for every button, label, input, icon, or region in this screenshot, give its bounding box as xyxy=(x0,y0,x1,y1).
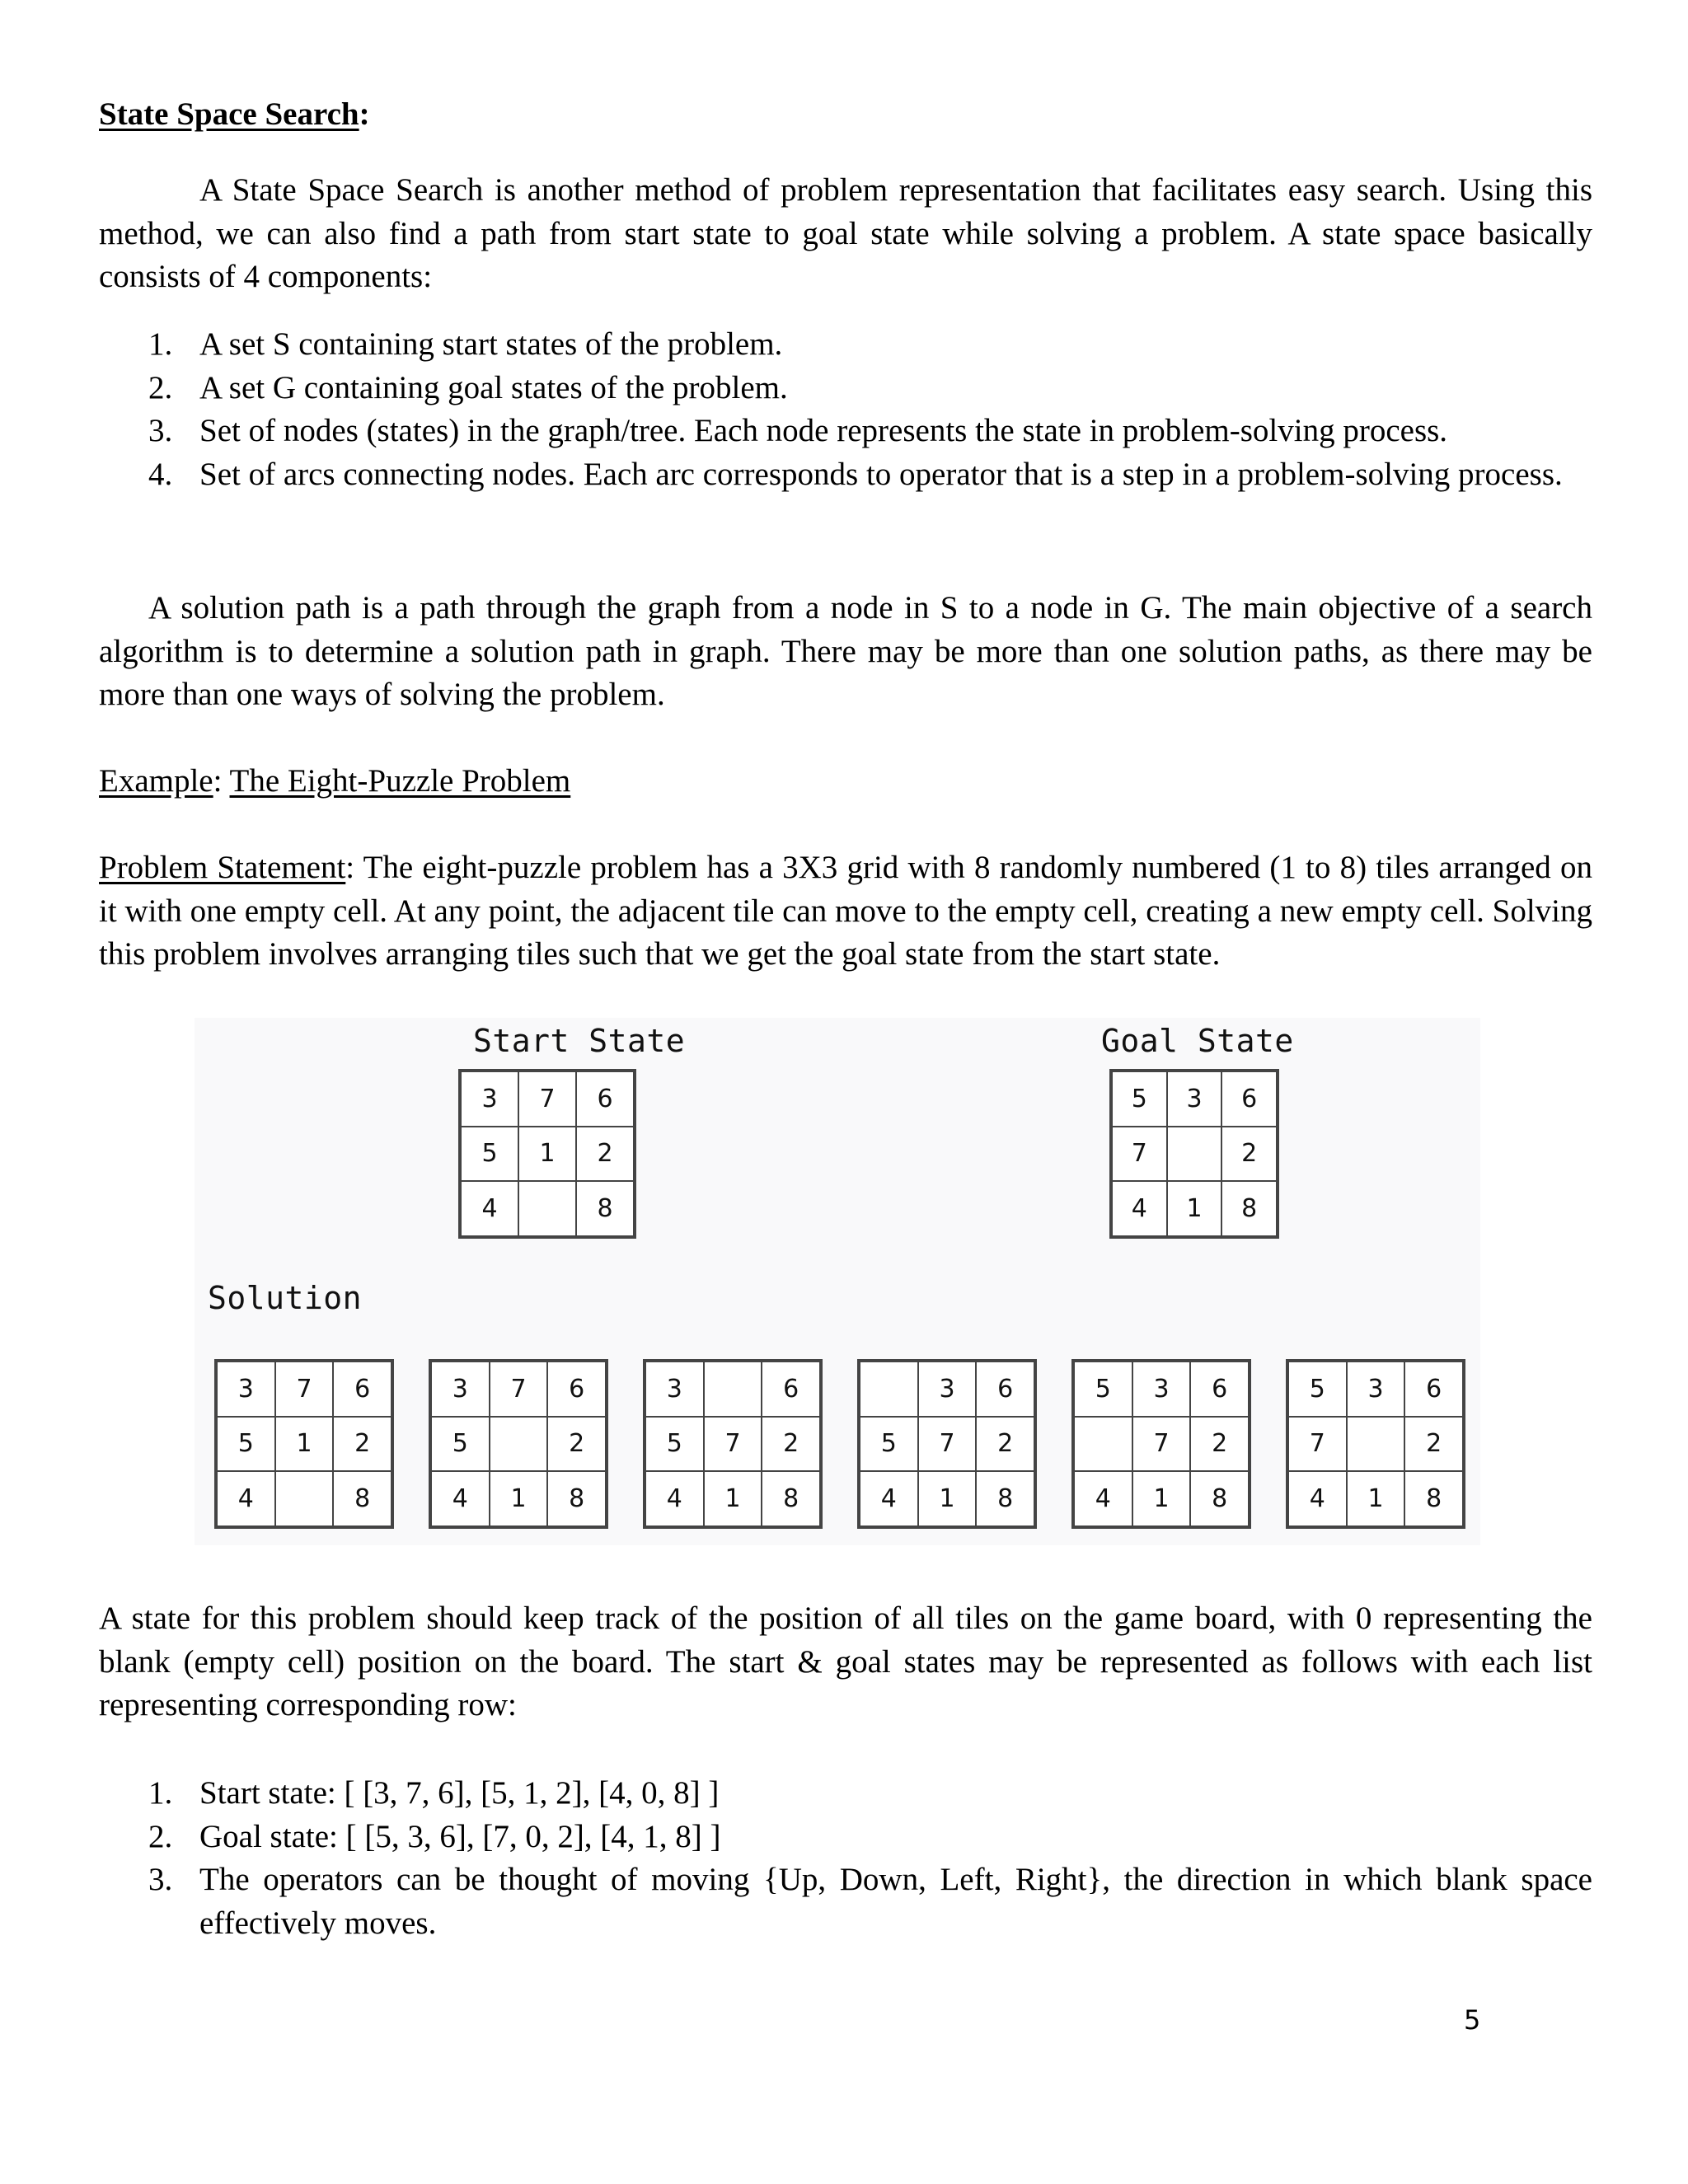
grid-cell xyxy=(1167,1127,1222,1182)
grid-cell: 6 xyxy=(333,1361,392,1417)
solution-step-grid xyxy=(429,1359,608,1529)
grid-cell: 7 xyxy=(490,1361,548,1417)
grid-cell: 4 xyxy=(1288,1471,1347,1526)
grid-cell: 2 xyxy=(547,1417,606,1472)
representation-list xyxy=(99,1772,1592,1945)
start-state-grid xyxy=(458,1069,636,1239)
grid-cell xyxy=(1347,1417,1405,1472)
grid-cell: 5 xyxy=(1288,1361,1347,1417)
grid-cell: 3 xyxy=(431,1361,490,1417)
section-title-text: State Space Search xyxy=(99,96,359,132)
grid-cell: 1 xyxy=(490,1471,548,1526)
grid-cell: 7 xyxy=(704,1417,762,1472)
grid-cell: 8 xyxy=(1404,1471,1463,1526)
grid-cell: 1 xyxy=(1167,1181,1222,1236)
grid-cell: 2 xyxy=(976,1417,1034,1472)
grid-cell: 4 xyxy=(645,1471,704,1526)
grid-cell: 4 xyxy=(461,1181,518,1236)
solution-step-grid xyxy=(857,1359,1037,1529)
grid-cell: 8 xyxy=(976,1471,1034,1526)
grid-cell: 5 xyxy=(860,1417,918,1472)
solution-step-grid xyxy=(214,1359,394,1529)
grid-cell: 3 xyxy=(1132,1361,1191,1417)
grid-cell: 4 xyxy=(1074,1471,1132,1526)
list-item: 2. A set G containing goal states of the problem. xyxy=(148,369,788,405)
grid-cell: 6 xyxy=(547,1361,606,1417)
grid-cell: 2 xyxy=(333,1417,392,1472)
solution-step-grid xyxy=(643,1359,823,1529)
grid-cell: 7 xyxy=(918,1417,977,1472)
grid-cell: 8 xyxy=(576,1181,634,1236)
grid-cell: 2 xyxy=(1190,1417,1249,1472)
page-number: 5 xyxy=(1464,2004,1481,2036)
list-item: 3. The operators can be thought of moving {Up, Down, Left, Right}, the direction in which blank space effectively moves. xyxy=(148,1862,1592,1941)
grid-cell: 6 xyxy=(1190,1361,1249,1417)
grid-cell: 7 xyxy=(1132,1417,1191,1472)
grid-cell: 1 xyxy=(275,1417,334,1472)
grid-cell: 2 xyxy=(576,1127,634,1182)
grid-cell: 2 xyxy=(762,1417,820,1472)
components-list xyxy=(99,323,1592,496)
goal-state-label: Goal State xyxy=(1101,1023,1294,1059)
grid-cell: 3 xyxy=(461,1071,518,1127)
grid-cell: 1 xyxy=(518,1127,576,1182)
grid-cell xyxy=(1074,1417,1132,1472)
grid-cell: 5 xyxy=(645,1417,704,1472)
example-heading xyxy=(99,760,1592,804)
grid-cell: 2 xyxy=(1221,1127,1277,1182)
grid-cell: 1 xyxy=(1347,1471,1405,1526)
problem-statement-label: Problem Statement xyxy=(99,850,346,885)
grid-cell: 3 xyxy=(1167,1071,1222,1127)
grid-cell: 3 xyxy=(645,1361,704,1417)
grid-cell: 6 xyxy=(976,1361,1034,1417)
grid-cell: 4 xyxy=(431,1471,490,1526)
solution-step-grid xyxy=(1071,1359,1251,1529)
grid-cell: 6 xyxy=(762,1361,820,1417)
grid-cell: 7 xyxy=(1288,1417,1347,1472)
list-item: 2. Goal state: [ [5, 3, 6], [7, 0, 2], [4, 1, 8] ] xyxy=(148,1818,721,1854)
grid-cell xyxy=(275,1471,334,1526)
problem-statement-text: : The eight-puzzle problem has a 3X3 grid with 8 randomly numbered (1 to 8) tiles arranged on it with one empty cell. At any point, the adjacent tile can move to the empty cell, creating a new empty cell. Solving this problem involves arranging tiles such that we get the goal state from the start state. xyxy=(99,850,1592,972)
list-item: 4. Set of arcs connecting nodes. Each arc corresponds to operator that is a step in a problem-solving process. xyxy=(148,456,1563,492)
list-item: 1. A set S containing start states of the problem. xyxy=(148,326,783,362)
grid-cell: 4 xyxy=(860,1471,918,1526)
goal-state-grid xyxy=(1109,1069,1279,1239)
intro-paragraph: A State Space Search is another method of problem representation that facilitates easy search. Using this method, we can also find a path from start state to goal state while solving a problem. A state space basically consists of 4 components: xyxy=(99,172,1592,294)
solution-path-paragraph: A solution path is a path through the graph from a node in S to a node in G. The main objective of a search algorithm is to determine a solution path in graph. There may be more than one solution paths, as there may be more than one ways of solving the problem. xyxy=(99,590,1592,712)
grid-cell: 8 xyxy=(1190,1471,1249,1526)
grid-cell: 1 xyxy=(1132,1471,1191,1526)
grid-cell: 7 xyxy=(275,1361,334,1417)
grid-cell: 5 xyxy=(431,1417,490,1472)
example-title: The Eight-Puzzle Problem xyxy=(229,763,571,799)
grid-cell: 5 xyxy=(217,1417,275,1472)
problem-statement-paragraph xyxy=(99,846,1592,977)
grid-cell xyxy=(490,1417,548,1472)
start-state-label: Start State xyxy=(473,1023,686,1059)
grid-cell: 3 xyxy=(918,1361,977,1417)
grid-cell: 2 xyxy=(1404,1417,1463,1472)
state-representation-paragraph: A state for this problem should keep track of the position of all tiles on the game board, with 0 representing the blank (empty cell) position on the board. The start & goal states may be represented as follows with each list representing corresponding row: xyxy=(99,1601,1592,1722)
grid-cell: 4 xyxy=(1112,1181,1167,1236)
section-title-colon: : xyxy=(359,96,370,132)
solution-label: Solution xyxy=(208,1280,363,1316)
grid-cell: 3 xyxy=(1347,1361,1405,1417)
grid-cell: 5 xyxy=(1112,1071,1167,1127)
grid-cell xyxy=(704,1361,762,1417)
example-label: Example xyxy=(99,763,213,799)
grid-cell: 5 xyxy=(1074,1361,1132,1417)
grid-cell: 8 xyxy=(547,1471,606,1526)
grid-cell: 3 xyxy=(217,1361,275,1417)
grid-cell: 8 xyxy=(762,1471,820,1526)
example-separator: : xyxy=(213,763,230,799)
grid-cell: 7 xyxy=(518,1071,576,1127)
grid-cell: 5 xyxy=(461,1127,518,1182)
grid-cell: 8 xyxy=(1221,1181,1277,1236)
grid-cell: 1 xyxy=(918,1471,977,1526)
eight-puzzle-figure xyxy=(195,1018,1480,1545)
grid-cell: 6 xyxy=(1404,1361,1463,1417)
grid-cell: 6 xyxy=(576,1071,634,1127)
grid-cell: 4 xyxy=(217,1471,275,1526)
section-title xyxy=(99,96,370,133)
list-item: 1. Start state: [ [3, 7, 6], [5, 1, 2], [4, 0, 8] ] xyxy=(148,1775,720,1811)
list-item: 3. Set of nodes (states) in the graph/tree. Each node represents the state in problem-solving process. xyxy=(148,413,1448,448)
grid-cell: 1 xyxy=(704,1471,762,1526)
grid-cell xyxy=(860,1361,918,1417)
solution-step-grid xyxy=(1286,1359,1465,1529)
grid-cell xyxy=(518,1181,576,1236)
grid-cell: 6 xyxy=(1221,1071,1277,1127)
grid-cell: 7 xyxy=(1112,1127,1167,1182)
grid-cell: 8 xyxy=(333,1471,392,1526)
